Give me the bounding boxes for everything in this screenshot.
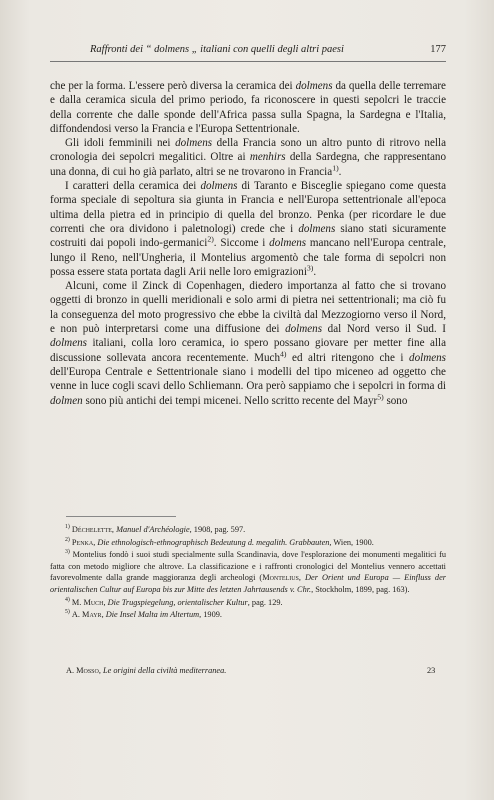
main-text	[50, 79, 446, 408]
paragraph-2: Gli idoli femminili nei dolmens della Francia sono un altro punto di ritrovo nella cronologia dei sepolcri megalitici. Oltre ai menhirs della Sardegna, che rappresentano una donna, di cui ho già parlato, altri se ne trovarono in Francia$^{1)}$.	[50, 137, 446, 178]
footnote-1: $^{1)}$ Déchelette, Manuel d'Archéologie, 1908, pag. 597.	[65, 524, 246, 534]
footnote-5: $^{5)}$ A. Mayr, Die Insel Malta im Altertum, 1909.	[65, 609, 222, 620]
footnotes	[50, 524, 446, 622]
signature-line: A. Mosso, Le origini della civiltà mediterranea.	[66, 666, 227, 675]
footnote-rule	[66, 516, 176, 517]
running-title: Raffronti dei “ dolmens „ italiani con quelli degli altri paesi	[90, 44, 344, 55]
footnote-ref-4: 4)	[280, 348, 287, 358]
page-header	[50, 44, 446, 60]
footnote-2: $^{2)}$ Penka, Die ethnologisch-ethnographisch Bedeutung d. megalith. Grabbauten, Wien, 1900.	[65, 536, 374, 547]
footnote-3: $^{3)}$ Montelius fondò i suoi studi specialmente sulla Scandinavia, dove l'esplorazione dei monumenti megalitici fu fatta con metodo migliore che altrove. La classificazione e i raffronti cronologici del Montelius vennero accettati favorevolmente dalla grande maggioranza degli archeologi (Montelius, Der Orient und Europa — Einfluss der orientalischen Cultur auf Europa bis zur Mitte des letzten Jahrtausends v. Chr., Stockholm, 1899, pag. 163).	[50, 549, 447, 594]
paragraph-4: Alcuni, come il Zinck di Copenhagen, diedero importanza al fatto che si trovano oggetti di bronzo in quelli meridionali e solo armi di pietra nei settentrionali; ma ciò fu la conseguenza del moto progressivo che ebbe la civiltà dal Mezzogiorno verso il Nord, e non può interpretarsi come una diffusione dei dolmens dal Nord verso il Sud. I dolmens italiani, colla loro ceramica, io spero possano giovare per metter fine alla discussione sollevata ancora recentemente. Much$^{4)}$ ed altri ritengono che i dolmens dell'Europa Centrale e Settentrionale siano i modelli del tipo miceneo ad oggetto che venne in luce cogli scavi dello Schliemann. Ora però sappiamo che i sepolcri in forma di dolmen sono più antichi dei tempi micenei. Nello scritto recente del Mayr$^{5)}$ sono	[50, 280, 446, 407]
footnote-4: $^{4)}$ M. Much, Die Trugspiegelung, orientalischer Kultur, pag. 129.	[65, 596, 283, 607]
sheet-number: 23	[427, 666, 436, 675]
footnote-ref-5: 5)	[377, 391, 384, 401]
paragraph-3: I caratteri della ceramica dei dolmens di Taranto e Bisceglie spiegano come questa forma speciale di sepoltura sia giunta in Francia e nell'Europa settentrionale all'epoca ultima della pietra ed in principio di quella del bronzo. Penka (per ricordare le due correnti che ora dividono i paletnologi) crede che i dolmens siano stati sicuramente costruiti dai popoli indo-germanici$^{2)}$. Siccome i dolmens mancano nell'Europa centrale, lungo il Reno, nell'Ungheria, il Montelius argomentò che tale forma di sepolcri non possa essere stata portata dagli Arii nelle loro emigrazioni$^{3)}$.	[50, 180, 447, 278]
footnote-ref-1: 1)	[332, 163, 339, 173]
footnote-ref-3: 3)	[306, 263, 314, 273]
header-rule	[50, 61, 446, 62]
paragraph-1: che per la forma. L'essere però diversa la ceramica dei dolmens da quella delle terremare e dalla ceramica sicula del primo periodo, fa riconoscere in questi sepolcri le traccie della corrente che dalle sponde dell'Africa passa sulla Spagna, la Sardegna e l'Italia, diffondendosi verso la Francia e l'Europa Settentrionale.	[50, 80, 446, 135]
page-number: 177	[430, 44, 446, 55]
footnote-ref-2: 2)	[207, 234, 214, 244]
